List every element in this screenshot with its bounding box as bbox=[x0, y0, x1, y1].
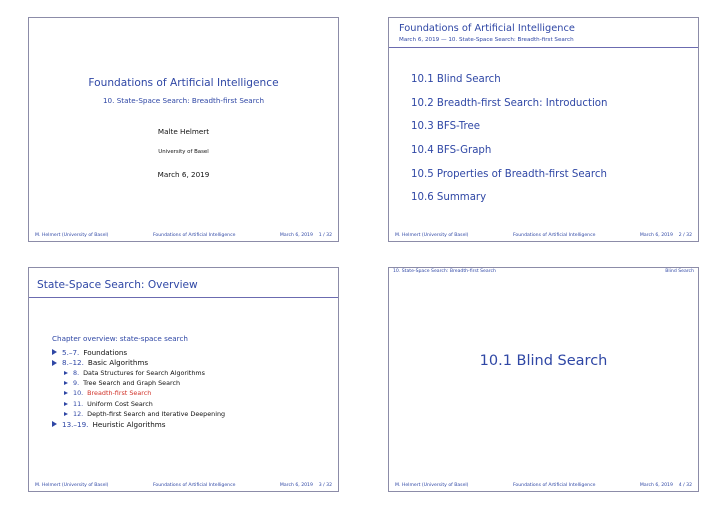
slide-footer bbox=[35, 233, 332, 238]
slide-footer bbox=[395, 233, 692, 238]
chapter-range: 5.–7. bbox=[62, 347, 80, 357]
chapter-number: 9. bbox=[73, 379, 80, 388]
footer-course: Foundations of Artificial Intelligence bbox=[152, 233, 236, 238]
page-number: 2 / 32 bbox=[678, 233, 692, 238]
page-number: 1 / 32 bbox=[318, 233, 332, 238]
chapter-number: 10. bbox=[73, 389, 84, 398]
footer-date-page bbox=[280, 233, 332, 238]
footer-date-page bbox=[280, 483, 332, 488]
bullet-triangle-icon bbox=[52, 360, 57, 366]
sub-list-item bbox=[52, 399, 225, 409]
toc-item[interactable]: 10.5 Properties of Breadth-first Search bbox=[411, 168, 607, 180]
footer-date: March 6, 2019 bbox=[279, 233, 313, 238]
toc-subtitle: March 6, 2019 — 10. State-Space Search: Breadth-first Search bbox=[399, 37, 574, 43]
chapter-label: Uniform Cost Search bbox=[87, 399, 153, 408]
overview-title: State-Space Search: Overview bbox=[37, 279, 198, 291]
bullet-triangle-icon bbox=[52, 421, 57, 427]
slide-section bbox=[388, 267, 699, 492]
list-item bbox=[52, 358, 225, 369]
toc-item[interactable]: 10.4 BFS-Graph bbox=[411, 145, 492, 157]
deck-subtitle: 10. State-Space Search: Breadth-first Search bbox=[102, 96, 265, 105]
footer-date: March 6, 2019 bbox=[639, 233, 673, 238]
slide-footer bbox=[395, 483, 692, 488]
footer-author: M. Helmert (University of Basel) bbox=[35, 233, 109, 238]
footer-author: M. Helmert (University of Basel) bbox=[395, 233, 469, 238]
sub-list-item bbox=[52, 378, 225, 388]
header-section: Blind Search bbox=[665, 269, 694, 274]
slide-title bbox=[28, 17, 339, 242]
toc-title: Foundations of Artificial Intelligence bbox=[399, 23, 575, 34]
footer-course: Foundations of Artificial Intelligence bbox=[152, 483, 236, 488]
footer-author: M. Helmert (University of Basel) bbox=[35, 483, 109, 488]
sub-list-item bbox=[52, 368, 225, 378]
list-item bbox=[52, 419, 225, 430]
bullet-triangle-icon bbox=[64, 391, 68, 395]
chapter-label: Tree Search and Graph Search bbox=[83, 379, 181, 388]
chapter-label: Data Structures for Search Algorithms bbox=[83, 369, 205, 378]
footer-date-page bbox=[640, 233, 692, 238]
footer-author: M. Helmert (University of Basel) bbox=[395, 483, 469, 488]
slide-toc bbox=[388, 17, 699, 242]
chapter-label: Breadth-first Search bbox=[87, 389, 152, 398]
institution: University of Basel bbox=[158, 149, 209, 155]
chapter-range: 8.–12. bbox=[62, 358, 84, 368]
toc-list bbox=[411, 74, 608, 216]
sub-list-item-current bbox=[52, 388, 225, 398]
toc-item[interactable]: 10.6 Summary bbox=[411, 192, 487, 204]
chapter-label: Foundations bbox=[83, 347, 128, 357]
footer-date: March 6, 2019 bbox=[639, 483, 673, 488]
header-chapter: 10. State-Space Search: Breadth-first Search bbox=[393, 269, 496, 274]
section-title: 10.1 Blind Search bbox=[479, 353, 608, 369]
footer-course: Foundations of Artificial Intelligence bbox=[512, 483, 596, 488]
chapter-number: 12. bbox=[73, 409, 84, 418]
slide-footer bbox=[35, 483, 332, 488]
chapter-number: 8. bbox=[73, 369, 80, 378]
bullet-triangle-icon bbox=[52, 349, 57, 355]
slide-header bbox=[393, 269, 694, 274]
toc-item[interactable]: 10.1 Blind Search bbox=[411, 74, 501, 85]
presentation-date: March 6, 2019 bbox=[157, 170, 210, 179]
slide-overview bbox=[28, 267, 339, 492]
page-number: 4 / 32 bbox=[678, 483, 692, 488]
page-number: 3 / 32 bbox=[318, 483, 332, 488]
chapter-label: Heuristic Algorithms bbox=[92, 419, 166, 429]
author-name: Malte Helmert bbox=[157, 127, 210, 136]
bullet-triangle-icon bbox=[64, 371, 68, 375]
footer-date: March 6, 2019 bbox=[279, 483, 313, 488]
toc-item[interactable]: 10.3 BFS-Tree bbox=[411, 121, 481, 133]
bullet-triangle-icon bbox=[64, 402, 68, 406]
bullet-triangle-icon bbox=[64, 381, 68, 385]
chapter-range: 13.–19. bbox=[62, 419, 89, 429]
title-rule bbox=[389, 47, 698, 48]
list-item bbox=[52, 347, 225, 358]
footer-date-page bbox=[640, 483, 692, 488]
chapter-number: 11. bbox=[73, 399, 84, 408]
deck-title: Foundations of Artificial Intelligence bbox=[88, 77, 279, 89]
chapter-label: Basic Algorithms bbox=[87, 358, 149, 368]
sub-list-item bbox=[52, 409, 225, 419]
title-rule bbox=[29, 297, 338, 298]
chapter-label: Depth-first Search and Iterative Deepening bbox=[87, 409, 226, 418]
footer-course: Foundations of Artificial Intelligence bbox=[512, 233, 596, 238]
overview-heading: Chapter overview: state-space search bbox=[52, 334, 188, 343]
bullet-triangle-icon bbox=[64, 412, 68, 416]
chapter-overview bbox=[52, 334, 225, 429]
toc-item[interactable]: 10.2 Breadth-first Search: Introduction bbox=[411, 97, 608, 109]
